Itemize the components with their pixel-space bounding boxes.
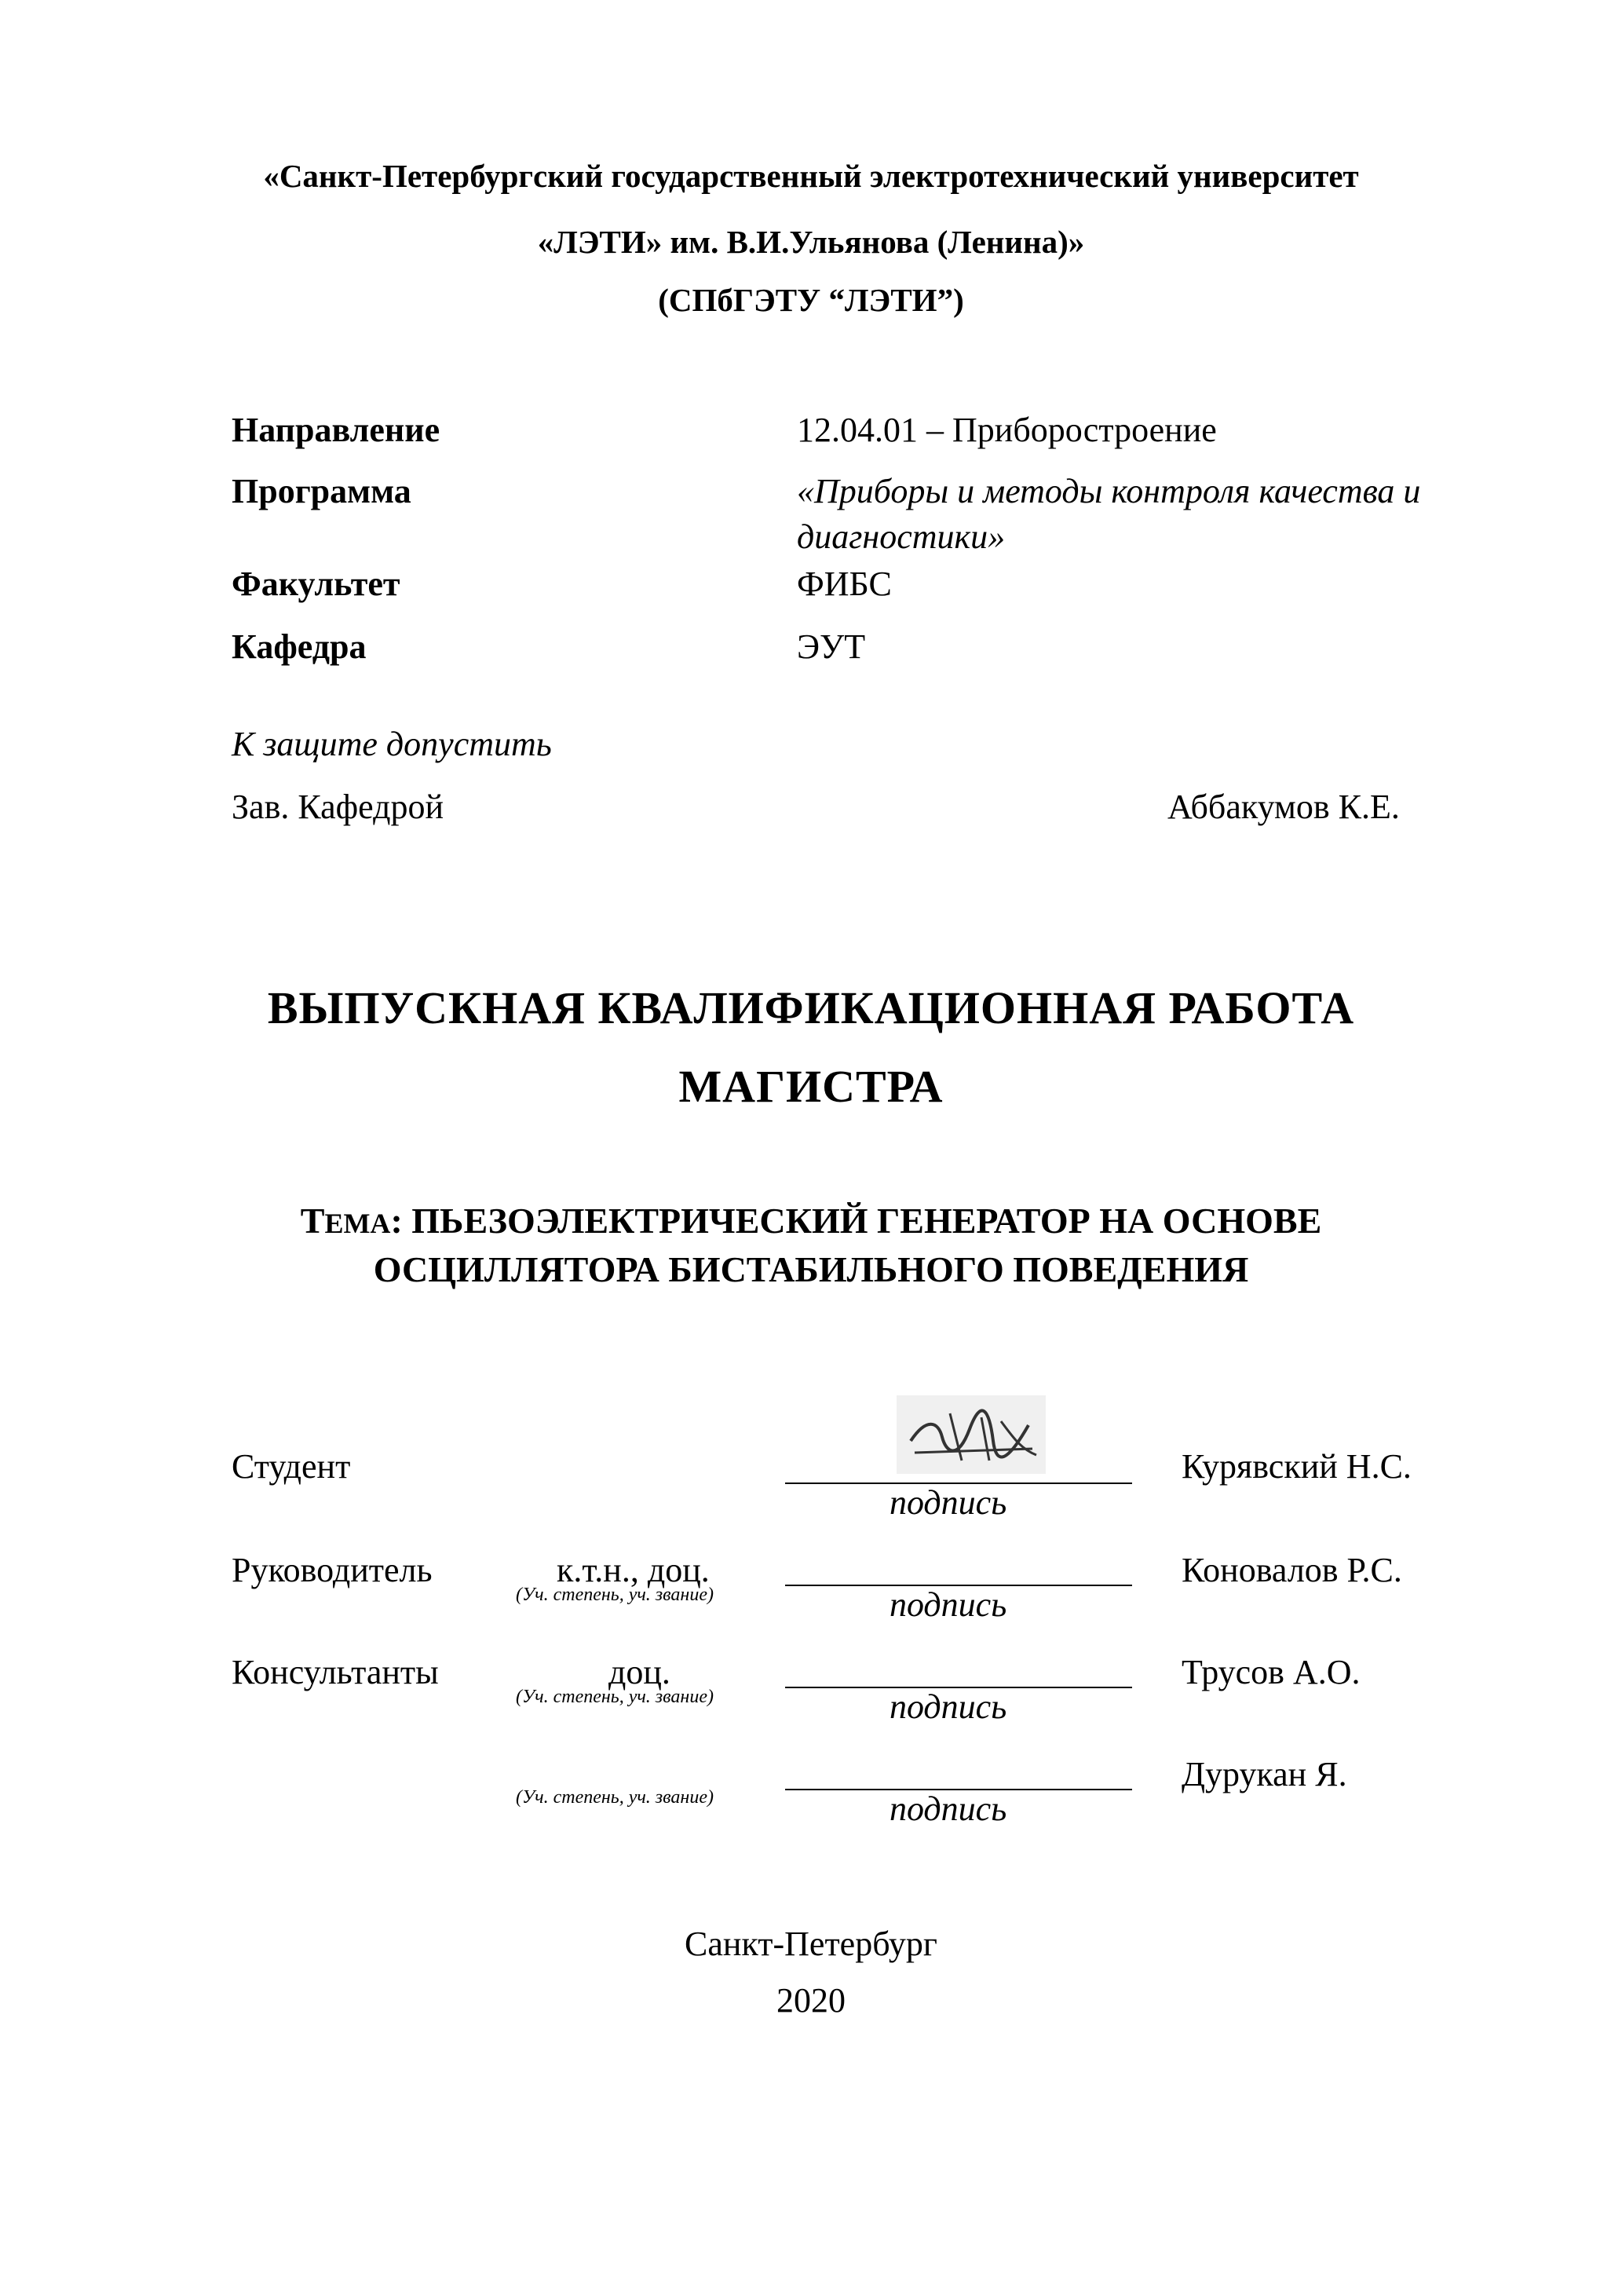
university-abbreviation: (СПбГЭТУ “ЛЭТИ”) (658, 282, 964, 318)
topic-prefix-first: Т (300, 1201, 325, 1241)
footer-city: Санкт-Петербург (685, 1925, 937, 1963)
consultant1-degree: доц. (608, 1653, 670, 1691)
consultant1-name: Трусов А.О. (1182, 1653, 1361, 1691)
supervisor-degree: к.т.н., доц. (557, 1551, 710, 1589)
faculty-value: ФИБС (797, 565, 892, 603)
thesis-title-line2: МАГИСТРА (678, 1061, 944, 1112)
supervisor-degree-caption: (Уч. степень, уч. звание) (516, 1585, 714, 1605)
faculty-label: Факультет (232, 565, 400, 603)
student-signature-image (895, 1394, 1052, 1480)
department-label: Кафедра (232, 627, 367, 666)
topic-prefix-colon: : (390, 1201, 403, 1241)
consultant2-degree-caption: (Уч. степень, уч. звание) (516, 1787, 714, 1808)
footer-year: 2020 (776, 1981, 846, 2020)
direction-label: Направление (232, 411, 440, 449)
university-name-line1: «Санкт-Петербургский государственный электротехнический университет (263, 158, 1359, 194)
consultant2-signature-caption: подпись (890, 1790, 1007, 1828)
consultant1-degree-caption: (Уч. степень, уч. звание) (516, 1687, 714, 1707)
supervisor-name: Коновалов Р.С. (1182, 1551, 1402, 1589)
student-name: Курявский Н.С. (1182, 1447, 1412, 1486)
program-value-line1: «Приборы и методы контроля качества и (797, 472, 1421, 510)
student-signature-caption: подпись (890, 1483, 1007, 1522)
direction-value: 12.04.01 – Приборостроение (797, 411, 1217, 449)
university-name-line2: «ЛЭТИ» им. В.И.Ульянова (Ленина)» (537, 224, 1085, 260)
topic-prefix-rest: ЕМА (324, 1208, 391, 1239)
topic-text-line2: ОСЦИЛЛЯТОРА БИСТАБИЛЬНОГО ПОВЕДЕНИЯ (373, 1249, 1249, 1289)
thesis-title-line1: ВЫПУСКНАЯ КВАЛИФИКАЦИОННАЯ РАБОТА (267, 982, 1355, 1033)
consultant2-name: Дурукан Я. (1182, 1755, 1347, 1793)
consultants-role: Консультанты (232, 1653, 439, 1691)
admission-text: К защите допустить (232, 725, 552, 763)
supervisor-role: Руководитель (232, 1551, 433, 1589)
department-head-label: Зав. Кафедрой (232, 788, 444, 826)
department-head-name: Аббакумов К.Е. (1167, 788, 1400, 826)
supervisor-signature-caption: подпись (890, 1585, 1007, 1624)
student-role: Студент (232, 1447, 351, 1486)
consultant1-signature-caption: подпись (890, 1687, 1007, 1726)
topic-text-line1: ПЬЕЗОЭЛЕКТРИЧЕСКИЙ ГЕНЕРАТОР НА ОСНОВЕ (411, 1201, 1322, 1241)
program-label: Программа (232, 472, 411, 510)
topic-line1 (0, 1200, 1622, 1241)
department-value: ЭУТ (797, 627, 866, 666)
program-value-line2: диагностики» (797, 517, 1006, 556)
